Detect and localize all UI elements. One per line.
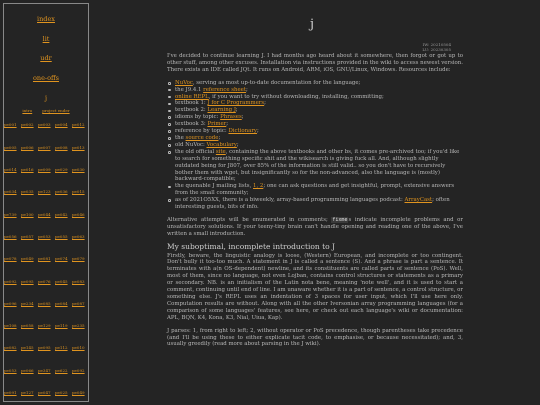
sidebar-grid-link[interactable]: pe013	[72, 144, 85, 150]
meta-updated: LU: 20230305	[422, 47, 451, 52]
section-heading: My suboptimal, incomplete introduction to J	[167, 241, 336, 251]
sidebar-grid-link[interactable]: pe049	[21, 256, 34, 262]
sidebar-grid-link[interactable]: pe035	[21, 189, 34, 195]
resource-description: ;	[246, 86, 248, 93]
sidebar-grid-link[interactable]: pe079	[72, 256, 85, 262]
resource-link[interactable]: Vocabulary	[206, 141, 237, 148]
resource-prefix: textbook 1:	[175, 100, 208, 107]
bullet-icon	[168, 96, 171, 99]
resource-description: ;	[236, 141, 239, 148]
sidebar-grid-link[interactable]: pe081	[38, 256, 51, 262]
sidebar-grid-link[interactable]: pe235	[72, 323, 85, 329]
sidebar-grid-link[interactable]: pe076	[38, 278, 51, 284]
sidebar-grid-link[interactable]: pe056	[4, 233, 17, 239]
resource-description: ;	[226, 121, 229, 128]
resource-list-item	[175, 149, 463, 184]
resource-prefix: reference by topic:	[175, 128, 229, 135]
sidebar-nav-item	[4, 15, 88, 23]
sidebar-grid-link[interactable]: pe036	[55, 189, 68, 195]
sidebar-grid-link[interactable]: pe084	[55, 300, 68, 306]
sidebar-grid-link[interactable]: pe002	[21, 122, 34, 128]
sidebar-grid-link[interactable]: pe092	[4, 278, 17, 284]
resource-list-item	[175, 107, 463, 114]
sidebar-grid-link[interactable]: pe014	[4, 167, 17, 173]
resource-link[interactable]: reference sheet	[203, 86, 247, 93]
sidebar-grid-link[interactable]: pe009	[38, 167, 51, 173]
intro-para-2: J parses: 1, from right to left; 2, without operator or PoS precedence, though parentheses take precedence (and I'll be using these to either explicate tacit code, to emphasise, or because necessitated); and, 3, usually greedily (read more about parsing in the J wiki).	[167, 327, 463, 348]
resource-link[interactable]: online REPL	[175, 93, 209, 100]
sidebar-grid-link[interactable]: pe030	[72, 167, 85, 173]
sidebar-label-project-ender[interactable]: project ender	[42, 108, 70, 114]
sidebar-nav	[4, 15, 88, 102]
resource-list-item	[175, 100, 463, 107]
resource-list-item	[175, 142, 463, 149]
resource-prefix: the	[175, 134, 186, 141]
resource-link[interactable]: Primer	[207, 121, 227, 128]
sidebar-grid-link[interactable]: pe066	[21, 367, 34, 373]
alt-text-pre: Alternative attempts will be enumerated in comments;	[167, 216, 332, 223]
bullet-icon	[168, 137, 171, 140]
sidebar-grid-link[interactable]: pe095	[38, 345, 51, 351]
fixme-code: fixme	[332, 216, 348, 223]
resource-description: ; one can ask questions and get insightful, prompt, extensive answers from the small community;	[175, 183, 455, 197]
sidebar-grid-link[interactable]: pe087	[72, 300, 85, 306]
resource-list-item	[175, 121, 463, 128]
bullet-icon	[168, 144, 171, 147]
sidebar-grid-link[interactable]: pe001	[4, 122, 17, 128]
sidebar-link-grid	[4, 122, 88, 402]
sidebar-nav-item	[4, 94, 88, 102]
sidebar-grid-link[interactable]: pe234	[21, 300, 34, 306]
sidebar-grid-link[interactable]: pe074	[55, 256, 68, 262]
sidebar-grid-link[interactable]: pe096	[4, 300, 17, 306]
resource-prefix: the J9.4.1	[175, 86, 204, 93]
sidebar-grid-link[interactable]: pe047	[38, 390, 51, 395]
sidebar-section-labels	[4, 108, 88, 113]
sidebar-grid-link[interactable]: pe008	[55, 144, 68, 150]
resource-description: ;	[218, 134, 221, 141]
sidebar-grid-link[interactable]: pe016	[21, 167, 34, 173]
bullet-icon	[168, 103, 171, 106]
sidebar-grid-link[interactable]: pe003	[38, 122, 51, 128]
sidebar-grid-link[interactable]: pe058	[21, 323, 34, 329]
sidebar-grid-link[interactable]: pe092	[72, 367, 85, 373]
bullet-icon	[168, 116, 171, 119]
resource-description: ;	[264, 100, 266, 107]
sidebar-grid-link[interactable]: pe046	[72, 211, 85, 217]
resource-link[interactable]: 1, 2	[253, 183, 264, 190]
sidebar-grid-link[interactable]: pe053	[38, 233, 51, 239]
resource-prefix: the quenable J mailing lists,	[175, 183, 254, 190]
resource-prefix: textbook 3:	[175, 121, 208, 128]
sidebar-nav-item	[4, 54, 88, 62]
resource-list	[161, 80, 463, 211]
resource-prefix: old NuVoc:	[175, 141, 207, 148]
resource-list-item	[175, 183, 463, 197]
sidebar	[3, 3, 89, 402]
sidebar-grid-link[interactable]: pe042	[55, 211, 68, 217]
resource-description: , serving as most up-to-date documentation for the language;	[192, 79, 361, 86]
resource-list-item	[175, 114, 463, 121]
sidebar-grid-link[interactable]: pe129	[38, 323, 51, 329]
bullet-icon	[168, 82, 171, 85]
resource-prefix: idioms by topic:	[175, 114, 221, 121]
sidebar-grid-link[interactable]: pe029	[55, 167, 68, 173]
resource-link[interactable]: Learning J	[207, 107, 236, 114]
sidebar-grid-link[interactable]: pe091	[4, 390, 17, 395]
sidebar-grid-link[interactable]: pe108	[4, 323, 17, 329]
bullet-icon	[168, 130, 171, 133]
sidebar-grid-link[interactable]: pe095	[21, 278, 34, 284]
sidebar-nav-item	[4, 74, 88, 82]
resource-description: , containing the above textbooks and other bs, it comes pre-archived too; if you'd like to search for something specific shit and the wikisearch is giving fuck all. And, although slightly outdated being for J807, over 85% of the information is still valid.. so you don't have to recursively bother them with wget, but insignificantly so for the non-advanced, also the language is (mostly) backward-compatible;	[175, 148, 460, 183]
sidebar-grid-link[interactable]: pe015	[72, 189, 85, 195]
sidebar-grid-link[interactable]: pe012	[72, 122, 85, 128]
sidebar-grid-link[interactable]: pe006	[21, 144, 34, 150]
sidebar-grid-link[interactable]: pe085	[38, 300, 51, 306]
alternatives-paragraph	[167, 217, 463, 238]
resource-prefix: the old official	[175, 148, 216, 155]
sidebar-grid-link[interactable]: pe119	[55, 323, 68, 329]
sidebar-grid-link[interactable]: pe083	[72, 278, 85, 284]
resource-list-item	[175, 80, 463, 87]
sidebar-grid-link[interactable]: pe004	[55, 122, 68, 128]
sidebar-grid-link[interactable]: pe057	[21, 233, 34, 239]
resource-link[interactable]: Dictionary	[228, 128, 257, 135]
sidebar-grid-link[interactable]: pe127	[21, 390, 34, 395]
bullet-icon	[168, 110, 171, 113]
sidebar-grid-link[interactable]: pe049	[72, 390, 85, 395]
sidebar-grid-link[interactable]: pe005	[4, 144, 17, 150]
resource-link[interactable]: ArrayCast	[404, 197, 433, 204]
resource-link[interactable]: NuVoc	[175, 79, 193, 86]
page-title: j	[309, 17, 315, 32]
bullet-icon	[168, 186, 171, 189]
sidebar-nav-item	[4, 35, 88, 43]
sidebar-grid-link[interactable]: pe082	[4, 345, 17, 351]
resource-list-item	[175, 135, 463, 142]
alt-text-post: s indicate incomplete problems and or unsatisfactory solutions. If your teeny-tiny brain can't handle opening and reading one of the above, I've written a small introduction.	[167, 216, 463, 237]
sidebar-label-intro[interactable]: intro	[22, 108, 33, 114]
resource-description: ; often interesting guests, bits of info.	[175, 197, 450, 211]
resource-list-item	[175, 87, 463, 94]
sidebar-grid-link[interactable]: pe123	[38, 189, 51, 195]
sidebar-grid-link[interactable]: pe044	[38, 211, 51, 217]
sidebar-grid-link[interactable]: pe112	[55, 345, 68, 351]
sidebar-grid-link[interactable]: pe025	[55, 390, 68, 395]
sidebar-grid-link[interactable]: pe010	[72, 345, 85, 351]
sidebar-grid-link[interactable]: pe063	[72, 233, 85, 239]
page-meta	[161, 42, 451, 53]
resource-description: ;	[256, 128, 259, 135]
sidebar-grid-link[interactable]: pe055	[55, 233, 68, 239]
sidebar-nav-udr[interactable]: udr	[40, 54, 52, 63]
bullet-icon	[168, 123, 171, 126]
intro-paragraph: I've decided to continue learning J. I had months ago heard about it somewhere, then forgot or got up to other stuff, among other excuses. Installation via instructions provided in the wiki to access newest version. There exists an IDE called JQt. It runs on Android, ARM, iOS, GNU/Linux, Windows. Resources include:	[167, 53, 463, 73]
resource-list-item	[175, 94, 463, 101]
resource-link[interactable]: site	[215, 148, 226, 155]
sidebar-nav-index[interactable]: index	[37, 15, 55, 23]
resource-link[interactable]: Phrases	[220, 114, 242, 121]
resource-link[interactable]: J for C Programmers	[207, 100, 265, 107]
sidebar-grid-link[interactable]: pe739	[4, 211, 17, 217]
resource-link[interactable]: source code	[185, 134, 219, 141]
sidebar-grid-link[interactable]: pe347	[38, 367, 51, 373]
sidebar-grid-link[interactable]: pe053	[4, 367, 17, 373]
sidebar-grid-link[interactable]: pe100	[21, 211, 34, 217]
sidebar-nav-j[interactable]: j	[44, 93, 47, 102]
bullet-icon	[168, 151, 171, 154]
sidebar-grid-link[interactable]: pe078	[4, 256, 17, 262]
resource-description: ;	[235, 107, 238, 114]
sidebar-grid-link[interactable]: pe045	[55, 278, 68, 284]
main-content	[161, 0, 463, 405]
intro-para-1: Firstly, beware, the linguistic analogy is loose, (Western) European, and incomplete or too contingent. Don't bully it too-too much. A statement in J is called a sentence (S). And a phrase is part a sentence. It terminates with a(n OS-dependent) newline, and its constituents are called parts of sentence (PoS). Well, most of them, since no language, not even Lojban, contains control structures or statements as a primary or secondary. NB. is an initialism of the Latin nota bene, meaning 'note well', and it is used to start a comment, continuing until end of line. I am unaware whether it is a part of sentence, a control structure, or something else. J's REPL uses an indentation of 3 spaces for user input, which I'll use here only. Computation results are without. Along with all the other Iversonian array programming languages (for a comparison of some languages' features, see here, or check out each language's wiki or documentation: APL, BQN, K4, Kona, K3, Nial, Uiua, Kap).	[167, 252, 463, 321]
sidebar-grid-link[interactable]: pe145	[21, 345, 34, 351]
bullet-icon	[168, 199, 171, 202]
sidebar-grid-link[interactable]: pe007	[38, 144, 51, 150]
resource-prefix: as of 2021O5XX, there is a biweekly, array-based programming languages podcast:	[175, 197, 405, 204]
resource-description: , if you want to try without downloading, installing, committing;	[208, 93, 384, 100]
bullet-icon	[168, 89, 171, 92]
resource-list-item	[175, 128, 463, 135]
resource-list-item	[175, 197, 463, 211]
sidebar-nav-one-offs[interactable]: one-offs	[32, 74, 59, 83]
meta-written: IW: 20210504	[422, 42, 451, 47]
resource-prefix: textbook 2:	[175, 107, 208, 114]
sidebar-grid-link[interactable]: pe034	[4, 189, 17, 195]
sidebar-grid-link[interactable]: pe622	[55, 367, 68, 373]
sidebar-nav-lit[interactable]: lit	[42, 34, 50, 43]
resource-description: ;	[241, 114, 244, 121]
